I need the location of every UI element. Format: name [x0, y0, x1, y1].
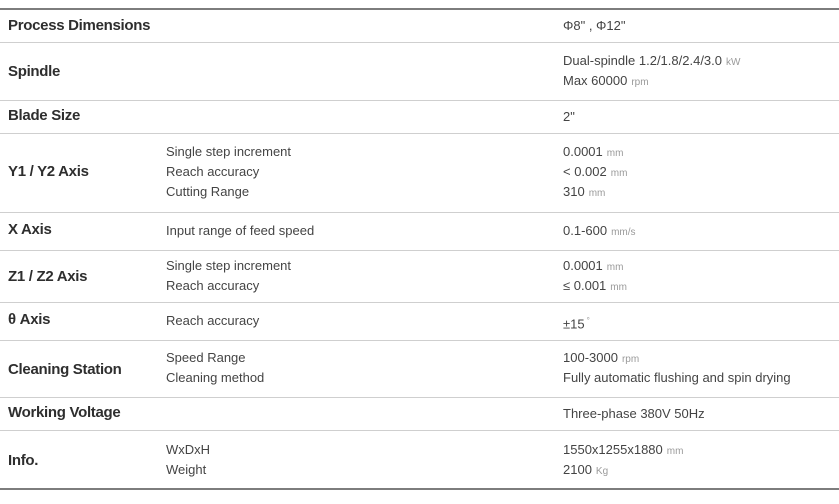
param-label: Cutting Range	[166, 184, 250, 199]
value-line	[563, 276, 627, 296]
param-label: Weight	[166, 462, 207, 477]
row-params	[166, 221, 314, 241]
row-values	[563, 404, 705, 424]
row-params	[166, 142, 291, 202]
row-category: Process Dimensions	[8, 17, 151, 34]
value-unit: mm	[666, 446, 684, 457]
row-category: Z1 / Z2 Axis	[8, 268, 88, 285]
row-category: Blade Size	[8, 107, 81, 124]
value-text: Φ8" , Φ12"	[563, 18, 626, 33]
value-line	[563, 51, 740, 71]
param-label: Reach accuracy	[166, 164, 260, 179]
param-label: Single step increment	[166, 144, 292, 159]
row-category: Working Voltage	[8, 404, 121, 421]
value-text: ≤ 0.001	[563, 278, 607, 293]
table-bottom-rule	[0, 488, 839, 490]
spec-row-x-axis	[0, 213, 839, 251]
value-line	[563, 182, 627, 202]
value-line	[563, 162, 627, 182]
row-values	[563, 348, 791, 388]
value-unit: mm	[610, 282, 627, 293]
value-unit: mm/s	[611, 227, 636, 238]
value-text: 100-3000	[563, 350, 618, 365]
param-label: WxDxH	[166, 442, 211, 457]
row-values	[563, 440, 683, 480]
value-text: 2"	[563, 109, 575, 124]
param-label: Single step increment	[166, 258, 292, 273]
value-unit: rpm	[621, 354, 640, 365]
value-text: 0.0001	[563, 144, 603, 159]
value-text: Dual-spindle 1.2/1.8/2.4/3.0	[563, 53, 722, 68]
spec-row-theta-axis	[0, 303, 839, 341]
value-line	[563, 348, 791, 368]
value-text: Max 60000	[563, 73, 628, 88]
value-unit: °	[586, 316, 590, 325]
spec-row-y-axis	[0, 134, 839, 213]
value-text: ±15	[563, 316, 585, 332]
value-line	[563, 221, 636, 241]
value-line	[563, 460, 683, 480]
value-unit: mm	[610, 168, 628, 179]
row-values	[563, 142, 627, 202]
param-label: Speed Range	[166, 350, 246, 365]
row-category: Info.	[8, 452, 39, 469]
spec-row-cleaning-station	[0, 341, 839, 398]
row-category: Spindle	[8, 63, 61, 80]
value-text: Three-phase 380V 50Hz	[563, 406, 705, 421]
value-unit: Kg	[595, 466, 609, 477]
value-line	[563, 16, 626, 36]
value-unit: mm	[606, 262, 624, 273]
param-label: Cleaning method	[166, 370, 265, 385]
value-line	[563, 71, 740, 91]
value-text: < 0.002	[563, 164, 607, 179]
spec-row-process-dimensions	[0, 10, 839, 43]
value-text: Fully automatic flushing and spin drying	[563, 370, 791, 385]
row-values	[563, 51, 740, 91]
param-label: Reach accuracy	[166, 278, 260, 293]
row-category: Cleaning Station	[8, 361, 122, 378]
value-line	[563, 311, 590, 331]
row-category: θ Axis	[8, 311, 51, 328]
row-category: X Axis	[8, 221, 52, 238]
row-values	[563, 256, 627, 296]
param-label: Input range of feed speed	[166, 223, 315, 238]
spec-row-z-axis	[0, 251, 839, 303]
value-unit: mm	[588, 188, 606, 199]
value-line	[563, 368, 791, 388]
row-values	[563, 221, 636, 241]
spec-row-info	[0, 431, 839, 488]
value-text: 0.1-600	[563, 223, 608, 238]
row-values	[563, 311, 590, 331]
value-unit: kW	[726, 57, 741, 68]
spec-row-spindle	[0, 43, 839, 101]
row-params	[166, 440, 210, 480]
spec-row-working-voltage	[0, 398, 839, 431]
row-params	[166, 311, 259, 331]
value-line	[563, 404, 705, 424]
value-unit: rpm	[631, 77, 649, 88]
value-line	[563, 440, 683, 460]
value-text: 310	[563, 184, 585, 199]
param-label: Reach accuracy	[166, 313, 260, 328]
value-text: 1550x1255x1880	[563, 442, 663, 457]
row-values	[563, 107, 575, 127]
row-params	[166, 348, 264, 388]
row-params	[166, 256, 291, 296]
value-line	[563, 256, 627, 276]
value-line	[563, 107, 575, 127]
spec-row-blade-size	[0, 101, 839, 134]
row-values	[563, 16, 626, 36]
row-category: Y1 / Y2 Axis	[8, 163, 89, 180]
value-line	[563, 142, 627, 162]
value-unit: mm	[606, 148, 624, 159]
value-text: 0.0001	[563, 258, 603, 273]
value-text: 2100	[563, 462, 592, 477]
